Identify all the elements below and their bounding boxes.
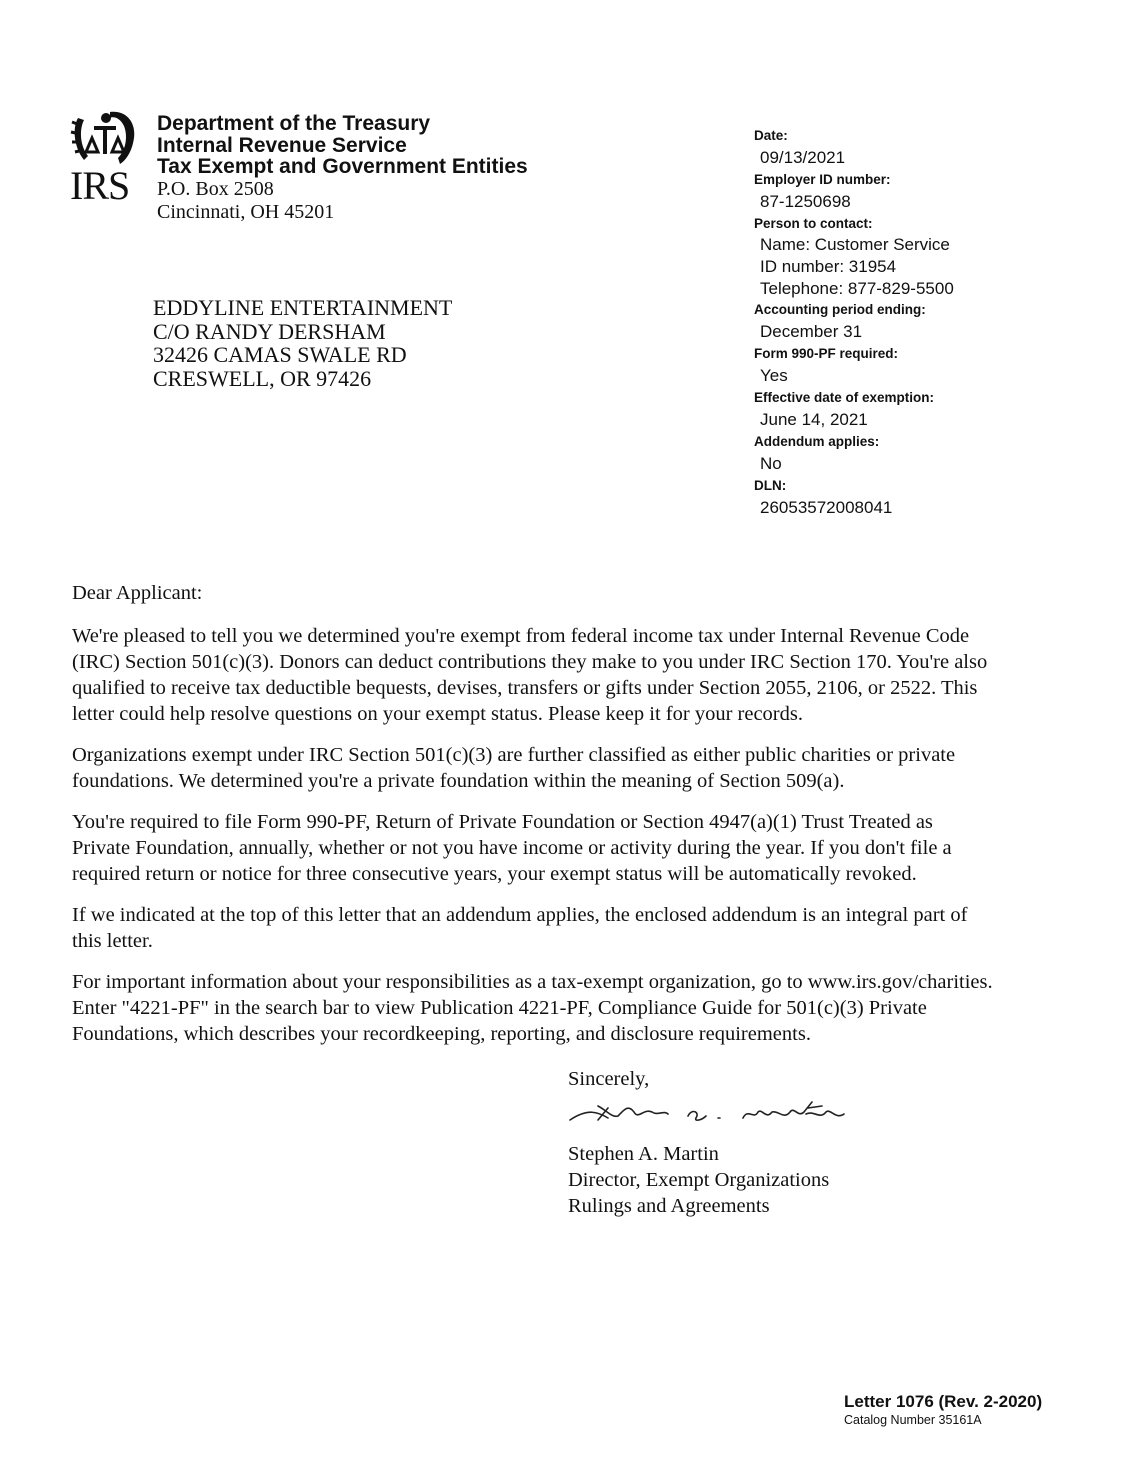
greeting: Dear Applicant:	[72, 582, 203, 604]
text-line: (IRC) Section 501(c)(3). Donors can deduct contributions they make to you under IRC Section 170. You're also	[72, 651, 988, 673]
ein-value: 87-1250698	[760, 192, 851, 211]
text-line: Enter "4221-PF" in the search bar to view Publication 4221-PF, Compliance Guide for 501(c)(3) Private	[72, 997, 927, 1019]
text-line: Foundations, which describes your recordkeeping, reporting, and disclosure requirements.	[72, 1023, 811, 1045]
recipient-line: 32426 CAMAS SWALE RD	[153, 342, 407, 367]
effective-value: June 14, 2021	[760, 410, 868, 429]
contact-name: Name: Customer Service	[760, 235, 950, 254]
signer-name: Stephen A. Martin	[568, 1143, 719, 1165]
recipient-line: EDDYLINE ENTERTAINMENT	[153, 295, 453, 320]
text-line: Private Foundation, annually, whether or not you have income or activity during the year. If you don't file a	[72, 837, 952, 859]
text-line: this letter.	[72, 930, 153, 952]
form-number: Letter 1076 (Rev. 2-2020)	[844, 1392, 1043, 1411]
text-line: For important information about your responsibilities as a tax-exempt organization, go to www.irs.gov/charities.	[72, 971, 993, 993]
text-line: You're required to file Form 990-PF, Return of Private Foundation or Section 4947(a)(1) Trust Treated as	[72, 811, 933, 833]
signer-department: Rulings and Agreements	[568, 1195, 770, 1217]
period-label: Accounting period ending:	[754, 302, 926, 317]
paragraph-resources	[72, 969, 993, 1047]
salutation: Sincerely,	[568, 1068, 650, 1090]
form-value: Yes	[760, 366, 788, 385]
letter-body	[72, 580, 993, 1062]
form-label: Form 990-PF required:	[754, 346, 899, 361]
eagle-emblem-icon	[70, 108, 140, 168]
contact-id: ID number: 31954	[760, 257, 897, 276]
form-footer	[844, 1392, 1042, 1428]
paragraph-addendum	[72, 902, 993, 954]
text-line: If we indicated at the top of this letter that an addendum applies, the enclosed addendum is an integral part of	[72, 904, 968, 926]
irs-logo	[70, 108, 150, 208]
recipient-address	[153, 296, 452, 390]
effective-label: Effective date of exemption:	[754, 390, 935, 405]
text-line: Organizations exempt under IRC Section 501(c)(3) are further classified as either public charities or private	[72, 744, 956, 766]
date-label: Date:	[754, 128, 788, 143]
division-name: Tax Exempt and Government Entities	[157, 155, 528, 178]
signer-title: Director, Exempt Organizations	[568, 1169, 830, 1191]
text-line: We're pleased to tell you we determined you're exempt from federal income tax under Internal Revenue Code	[72, 625, 970, 647]
letterhead	[157, 113, 528, 224]
dln-value: 26053572008041	[760, 498, 893, 517]
date-value: 09/13/2021	[760, 148, 846, 167]
handwritten-signature	[568, 1098, 868, 1128]
letter-info-block	[754, 126, 954, 520]
recipient-line: C/O RANDY DERSHAM	[153, 318, 386, 344]
recipient-line: CRESWELL, OR 97426	[153, 365, 372, 391]
text-line: required return or notice for three consecutive years, your exempt status will be automatically revoked.	[72, 863, 917, 885]
paragraph-filing	[72, 809, 993, 887]
ein-label: Employer ID number:	[754, 172, 891, 187]
paragraph-exemption	[72, 623, 993, 727]
city-state: Cincinnati, OH 45201	[157, 200, 335, 223]
text-line: foundations. We determined you're a private foundation within the meaning of Section 509(a).	[72, 770, 845, 792]
agency-name: Internal Revenue Service	[157, 133, 407, 157]
text-line: letter could help resolve questions on your exempt status. Please keep it for your records.	[72, 703, 803, 725]
addendum-label: Addendum applies:	[754, 434, 880, 449]
period-value: December 31	[760, 322, 863, 341]
text-line: qualified to receive tax deductible bequests, devises, transfers or gifts under Section 2055, 2106, or 2522. This	[72, 677, 978, 699]
dln-label: DLN:	[754, 478, 787, 493]
po-box: P.O. Box 2508	[157, 177, 274, 200]
paragraph-classification	[72, 742, 993, 794]
irs-wordmark: IRS	[70, 163, 130, 208]
addendum-value: No	[760, 454, 782, 473]
contact-phone: Telephone: 877-829-5500	[760, 279, 954, 298]
catalog-number: Catalog Number 35161A	[844, 1413, 982, 1427]
closing-block	[568, 1066, 868, 1219]
contact-label: Person to contact:	[754, 216, 873, 231]
department-name: Department of the Treasury	[157, 112, 431, 135]
